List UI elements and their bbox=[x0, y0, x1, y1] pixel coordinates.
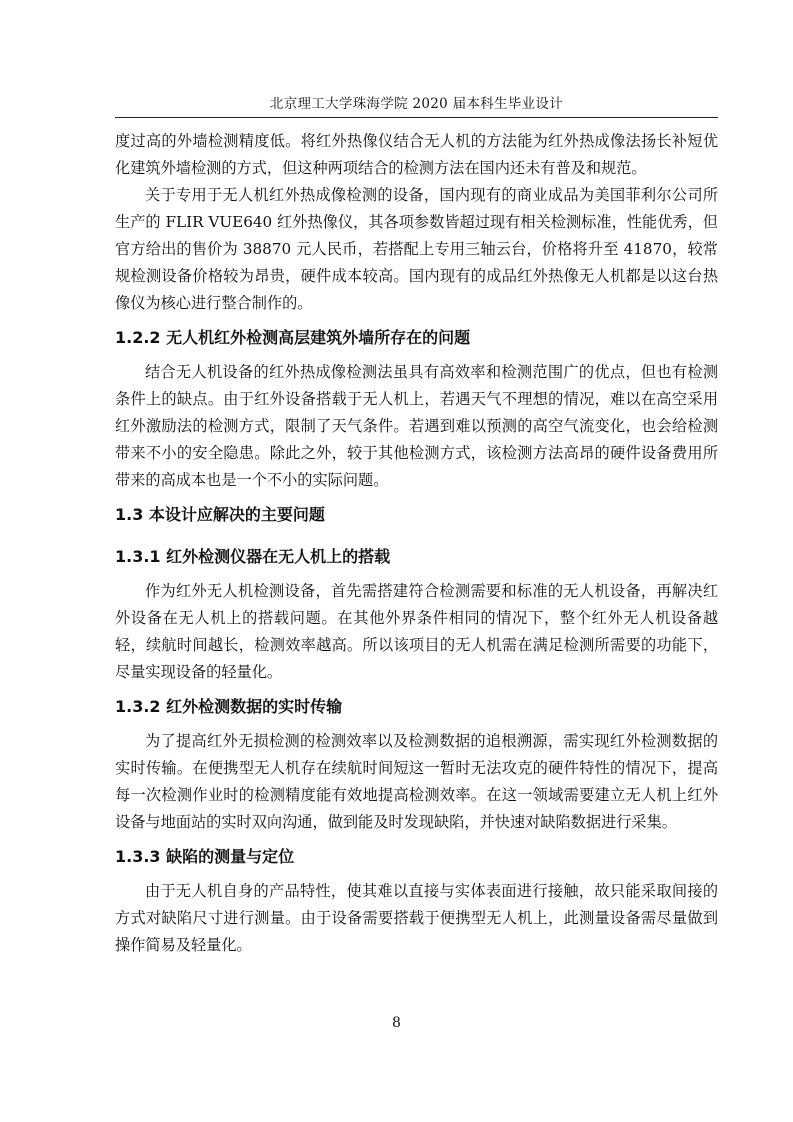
section-heading-1-3-3: 1.3.3 缺陷的测量与定位 bbox=[115, 847, 295, 866]
paragraph: 关于专用于无人机红外热成像检测的设备，国内现有的商业成品为美国菲利尔公司所生产的 FLIR VUE640 红外热像仪，其各项参数皆超过现有相关检测标准，性能优秀，但官方给出的售价为 38870 元人民币，若搭配上专用三轴云台，价格将升至 41870，较常规检测设备价格较为昂贵，硬件成本较高。国内现有的成品红外热像无人机都是以这台热像仪为核心进行整合制作的。 bbox=[115, 186, 718, 312]
paragraph: 度过高的外墙检测精度低。将红外热像仪结合无人机的方法能为红外热成像法扬长补短优化建筑外墙检测的方式，但这种两项结合的检测方法在国内还未有普及和规范。 bbox=[115, 132, 718, 177]
paragraph: 结合无人机设备的红外热成像检测法虽具有高效率和检测范围广的优点，但也有检测条件上的缺点。由于红外设备搭载于无人机上，若遇天气不理想的情况，难以在高空采用红外激励法的检测方式，限制了天气条件。若遇到难以预测的高空气流变化，也会给检测带来不小的安全隐患。除此之外，较于其他检测方式，该检测方法高昂的硬件设备费用所带来的高成本也是一个不小的实际问题。 bbox=[115, 363, 718, 489]
paragraph: 作为红外无人机检测设备，首先需搭建符合检测需要和标准的无人机设备，再解决红外设备在无人机上的搭载问题。在其他外界条件相同的情况下，整个红外无人机设备越轻，续航时间越长，检测效率越高。所以该项目的无人机需在满足检测所需要的功能下，尽量实现设备的轻量化。 bbox=[115, 582, 718, 681]
page-number: 8 bbox=[392, 1015, 401, 1031]
paragraph: 为了提高红外无损检测的检测效率以及检测数据的追根溯源，需实现红外检测数据的实时传输。在便携型无人机存在续航时间短这一暂时无法攻克的硬件特性的情况下，提高每一次检测作业时的检测精度能有效地提高检测效率。在这一领域需要建立无人机上红外设备与地面站的实时双向沟通，做到能及时发现缺陷，并快速对缺陷数据进行采集。 bbox=[115, 732, 718, 831]
section-heading-1-3: 1.3 本设计应解决的主要问题 bbox=[115, 505, 325, 524]
header-rule bbox=[115, 117, 718, 118]
page-body bbox=[115, 128, 718, 959]
section-heading-1-2-2: 1.2.2 无人机红外检测高层建筑外墙所存在的问题 bbox=[115, 328, 471, 347]
page-header: 北京理工大学珠海学院 2020 届本科生毕业设计 bbox=[269, 96, 564, 112]
paragraph: 由于无人机自身的产品特性，使其难以直接与实体表面进行接触，故只能采取间接的方式对缺陷尺寸进行测量。由于设备需要搭载于便携型无人机上，此测量设备需尽量做到操作简易及轻量化。 bbox=[115, 882, 718, 954]
section-heading-1-3-2: 1.3.2 红外检测数据的实时传输 bbox=[115, 697, 343, 716]
section-heading-1-3-1: 1.3.1 红外检测仪器在无人机上的搭载 bbox=[115, 547, 391, 566]
